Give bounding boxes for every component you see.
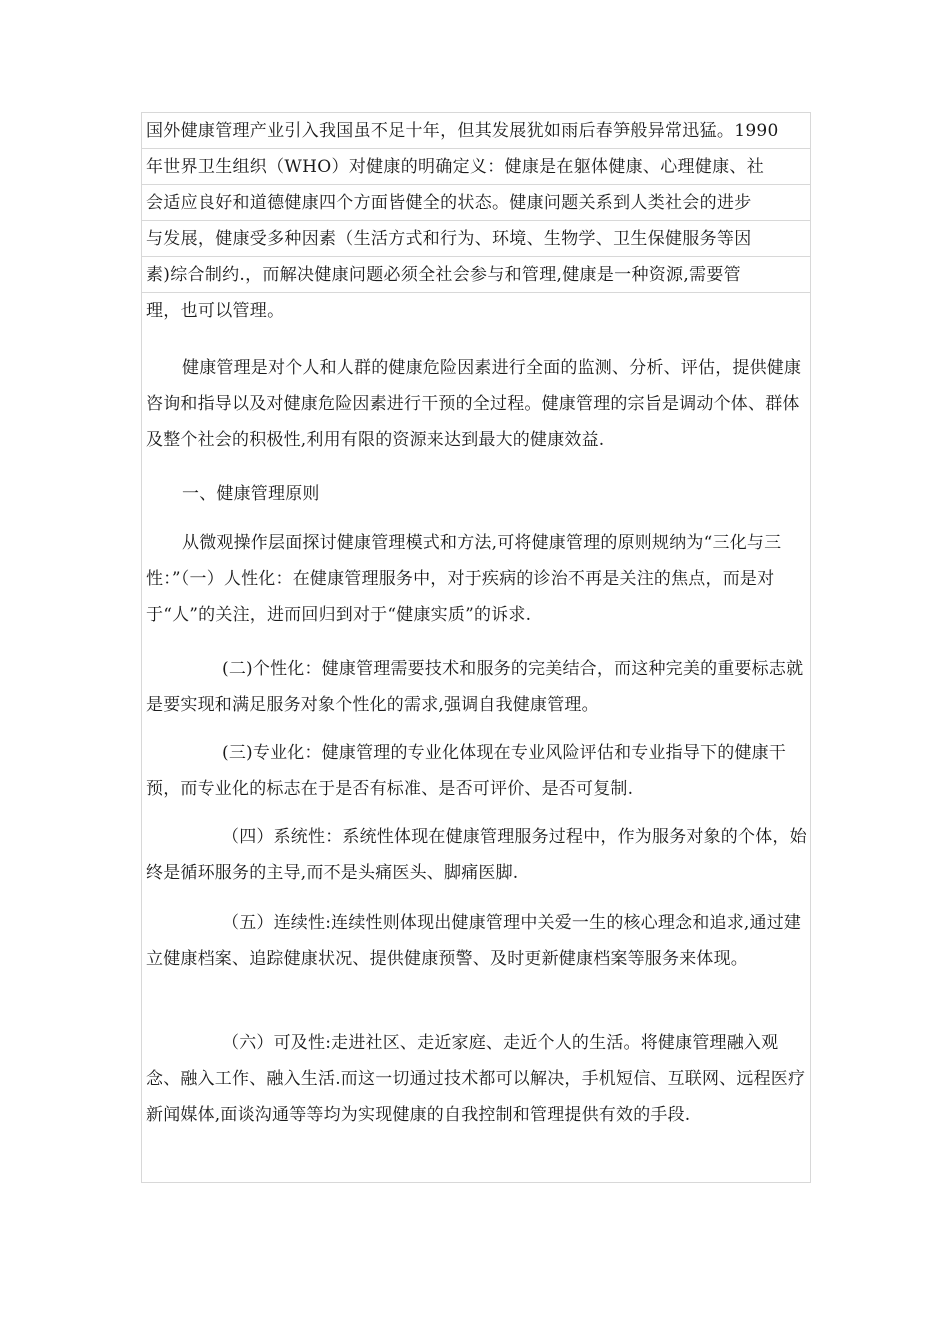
intro-line: 国外健康管理产业引入我国虽不足十年，但其发展犹如雨后春笋般异常迅猛。1990	[146, 121, 779, 141]
paragraph-principles-intro: 从微观操作层面探讨健康管理模式和方法,可将健康管理的原则规纳为“三化与三性：”（一）人性化：在健康管理服务中，对于疾病的诊治不再是关注的焦点，而是对于“人”的关注，进而回归到对于“健康实质”的诉求.	[146, 533, 782, 625]
intro-line: 年世界卫生组织（WHO）对健康的明确定义：健康是在躯体健康、心理健康、社	[146, 157, 765, 177]
intro-line: 理，也可以管理。	[146, 301, 285, 321]
paragraph-specialization: (三)专业化：健康管理的专业化体现在专业风险评估和专业指导下的健康干预，而专业化的标志在于是否有标准、是否可评价、是否可复制.	[146, 743, 787, 799]
intro-line: 素)综合制约.，而解决健康问题必须全社会参与和管理,健康是一种资源,需要管	[146, 265, 741, 285]
section-heading: 一、健康管理原则	[182, 484, 320, 504]
intro-row	[142, 112, 810, 148]
paragraph-continuity: （五）连续性:连续性则体现出健康管理中关爱一生的核心理念和追求,通过建立健康档案、追踪健康状况、提供健康预警、及时更新健康档案等服务来体现。	[146, 913, 802, 969]
intro-row	[142, 256, 810, 292]
intro-row	[142, 148, 810, 184]
document-body	[141, 112, 811, 1183]
intro-line: 会适应良好和道德健康四个方面皆健全的状态。健康问题关系到人类社会的进步	[146, 193, 752, 213]
paragraph-systematic: （四）系统性：系统性体现在健康管理服务过程中，作为服务对象的个体，始终是循环服务的主导,而不是头痛医头、脚痛医脚.	[146, 827, 807, 883]
paragraph-personalization: (二)个性化：健康管理需要技术和服务的完美结合，而这种完美的重要标志就是要实现和满足服务对象个性化的需求,强调自我健康管理。	[146, 659, 804, 715]
paragraph-accessibility: （六）可及性:走进社区、走近家庭、走近个人的生活。将健康管理融入观念、融入工作、融入生活.而这一切通过技术都可以解决，手机短信、互联网、远程医疗新闻媒体,面谈沟通等等均为实现健康的自我控制和管理提供有效的手段.	[146, 1033, 806, 1125]
intro-row	[142, 184, 810, 220]
paragraph-definition: 健康管理是对个人和人群的健康危险因素进行全面的监测、分析、评估，提供健康咨询和指导以及对健康危险因素进行干预的全过程。健康管理的宗旨是调动个体、群体及整个社会的积极性,利用有限的资源来达到最大的健康效益.	[146, 358, 802, 450]
intro-line: 与发展，健康受多种因素（生活方式和行为、环境、生物学、卫生保健服务等因	[146, 229, 752, 249]
intro-row	[142, 292, 810, 328]
intro-row	[142, 220, 810, 256]
